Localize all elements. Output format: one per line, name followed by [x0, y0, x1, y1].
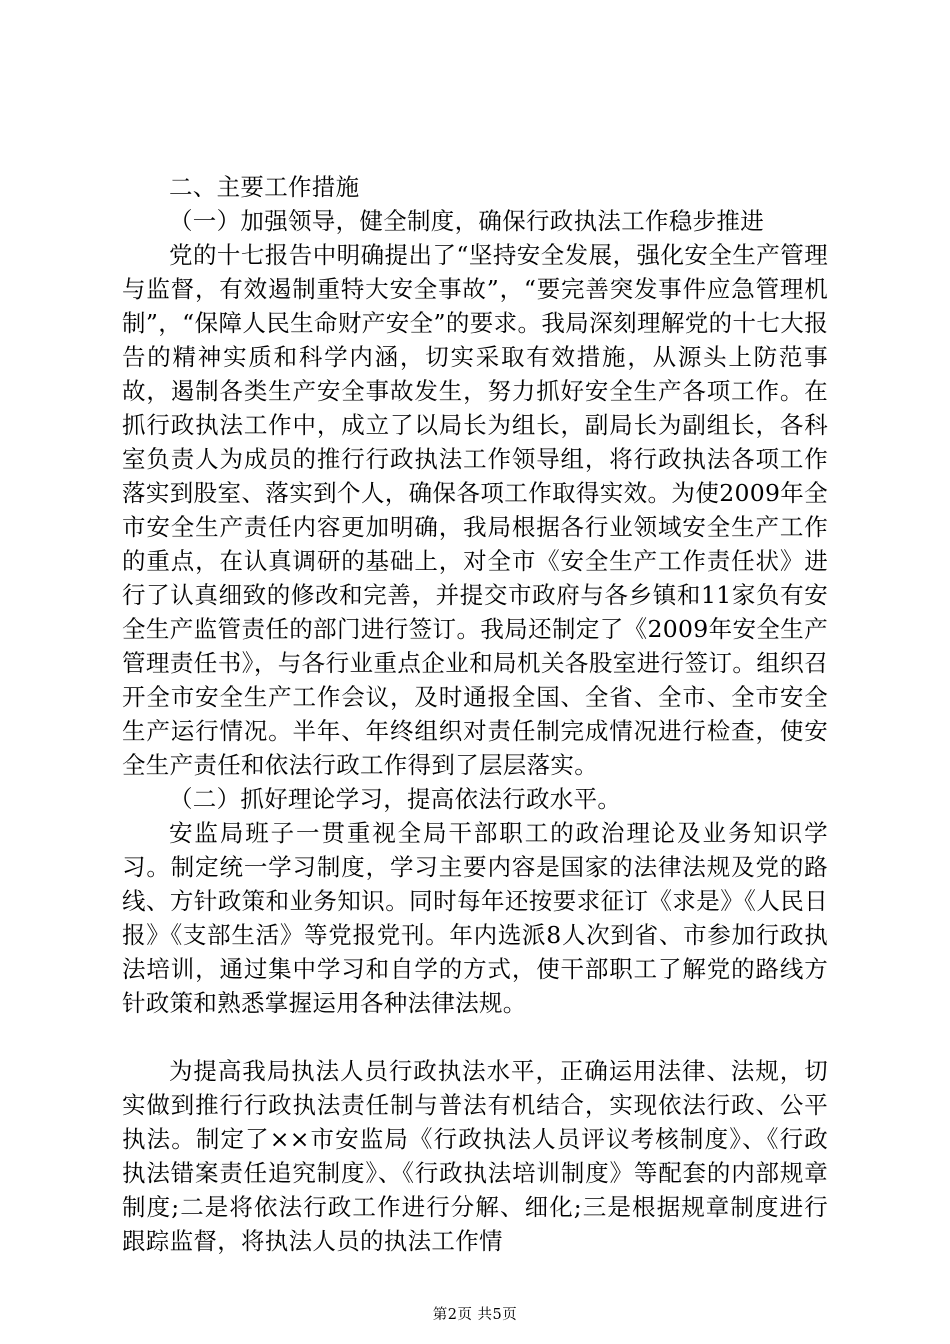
page-footer [0, 1305, 950, 1325]
paragraph-study: 安监局班子一贯重视全局干部职工的政治理论及业务知识学习。制定统一学习制度，学习主要内容是国家的法律法规及党的路线、方针政策和业务知识。同时每年还按要求征订《求是》《人民日报》《支部生活》等党报党刊。年内选派8人次到省、市参加行政执法培训，通过集中学习和自学的方式，使干部职工了解党的路线方针政策和熟悉掌握运用各种法律法规。 [122, 819, 828, 1017]
page-indicator: 第2页 共5页 [432, 1307, 518, 1323]
subheading-study: （二）抓好理论学习，提高依法行政水平。 [169, 785, 622, 813]
section-heading: 二、主要工作措施 [169, 173, 360, 201]
document-body [122, 170, 828, 1258]
subheading-leadership: （一）加强领导，健全制度，确保行政执法工作稳步推进 [169, 207, 764, 235]
paragraph-spacer [122, 1020, 828, 1054]
paragraph-enforcement: 为提高我局执法人员行政执法水平，正确运用法律、法规，切实做到推行行政执法责任制与普法有机结合，实现依法行政、公平执法。制定了××市安监局《行政执法人员评议考核制度》、《行政执法错案责任追究制度》、《行政执法培训制度》等配套的内部规章制度;二是将依法行政工作进行分解、细化;三是根据规章制度进行跟踪监督，将执法人员的执法工作情 [122, 1057, 828, 1255]
paragraph-leadership: 党的十七报告中明确提出了“坚持安全发展，强化安全生产管理与监督，有效遏制重特大安全事故”，“要完善突发事件应急管理机制”，“保障人民生命财产安全”的要求。我局深刻理解党的十七大报告的精神实质和科学内涵，切实采取有效措施，从源头上防范事故，遏制各类生产安全事故发生，努力抓好安全生产各项工作。在抓行政执法工作中，成立了以局长为组长，副局长为副组长，各科室负责人为成员的推行行政执法工作领导组，将行政执法各项工作落实到股室、落实到个人，确保各项工作取得实效。为使2009年全市安全生产责任内容更加明确，我局根据各行业领域安全生产工作的重点，在认真调研的基础上，对全市《安全生产工作责任状》进行了认真细致的修改和完善，并提交市政府与各乡镇和11家负有安全生产监管责任的部门进行签订。我局还制定了《2009年安全生产管理责任书》，与各行业重点企业和局机关各股室进行签订。组织召开全市安全生产工作会议，及时通报全国、全省、全市、全市安全生产运行情况。半年、年终组织对责任制完成情况进行检查，使安全生产责任和依法行政工作得到了层层落实。 [122, 241, 828, 779]
